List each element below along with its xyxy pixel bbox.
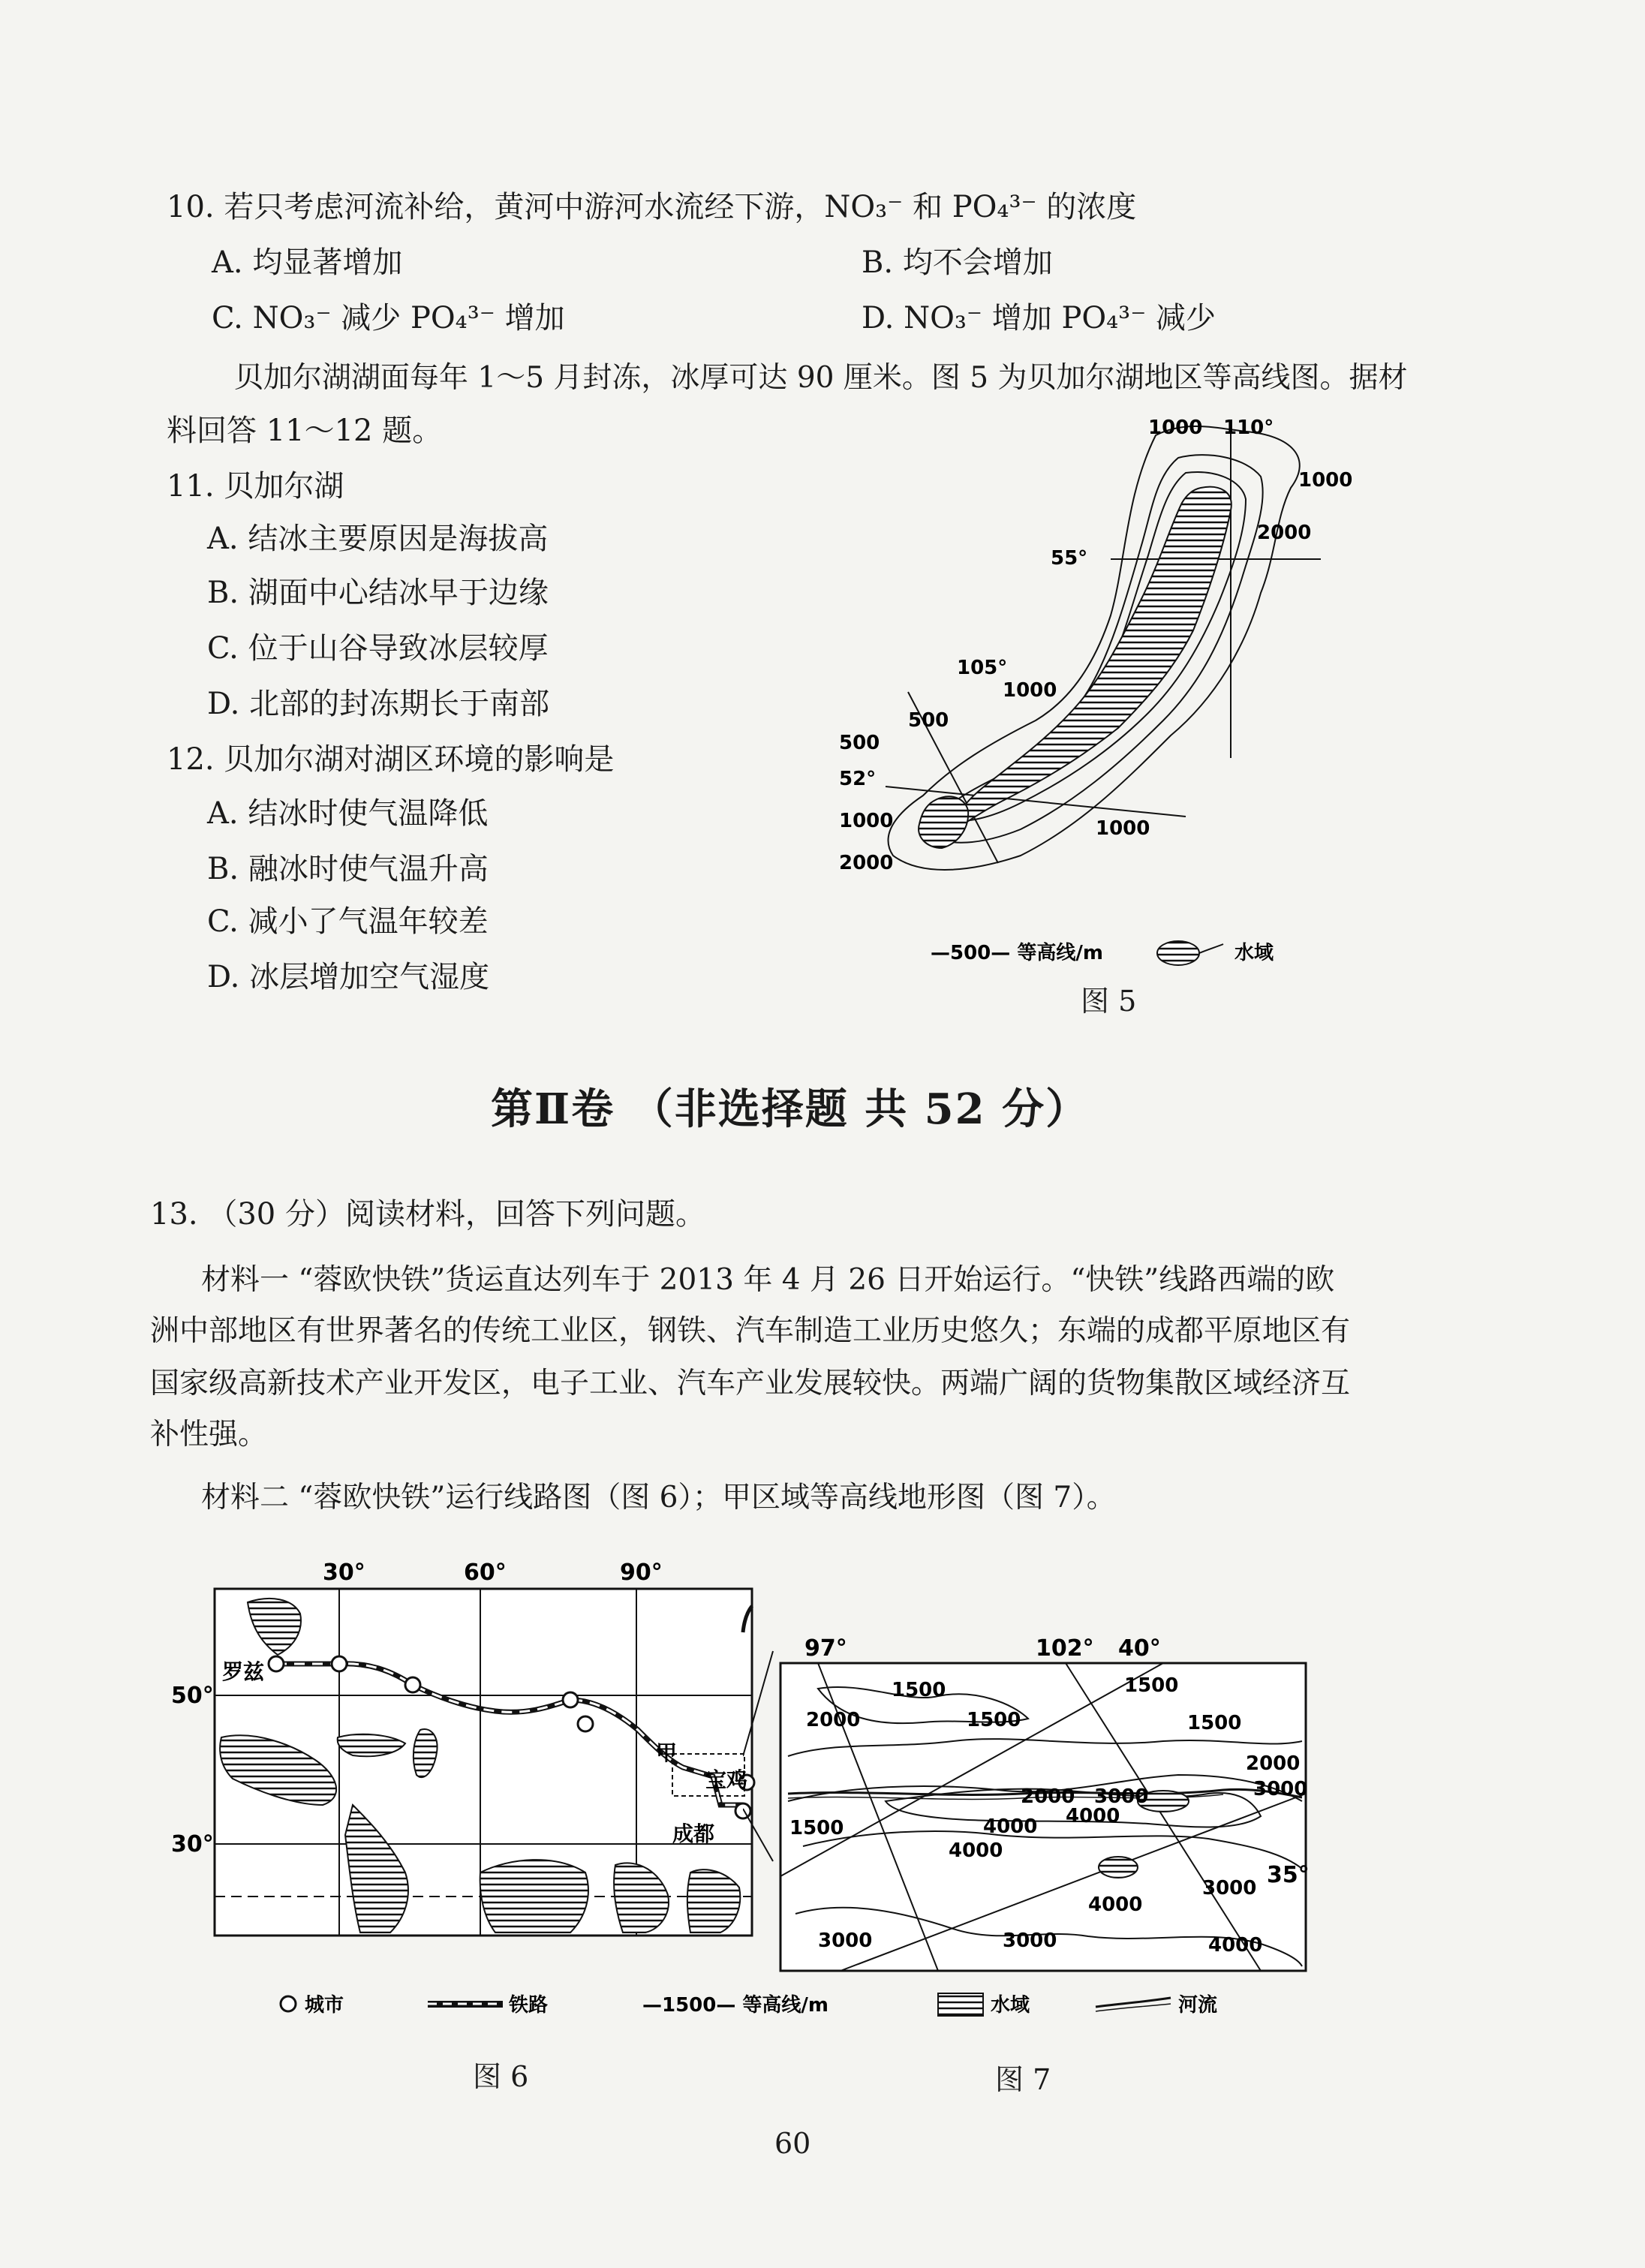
q10-option-d: D. NO₃⁻ 增加 PO₄³⁻ 减少: [862, 301, 1216, 335]
svg-text:2000: 2000: [1021, 1785, 1075, 1808]
intro-line-2: 料回答 11～12 题。: [167, 414, 443, 448]
figure-7-caption: 图 7: [995, 2063, 1051, 2096]
q10-option-b: B. 均不会增加: [862, 245, 1053, 280]
city-marker: [405, 1677, 420, 1692]
fig5-legend-water-label: 水域: [1235, 942, 1274, 964]
svg-text:4000: 4000: [1066, 1805, 1120, 1827]
q11-option-c: C. 位于山谷导致冰层较厚: [207, 631, 549, 666]
q12-option-c: C. 减小了气温年较差: [207, 904, 489, 939]
q13-material-1-line-1: 材料一 “蓉欧快铁”货运直达列车于 2013 年 4 月 26 日开始运行。“快铁”线路西端的欧: [201, 1263, 1335, 1297]
svg-text:4000: 4000: [983, 1815, 1038, 1838]
q12-option-b: B. 融冰时使气温升高: [207, 852, 489, 886]
lake-water: [1099, 1857, 1138, 1878]
label-lon-90: 90°: [620, 1560, 663, 1586]
legend-river-label: 河流: [1178, 1994, 1218, 2017]
label-lat-52: 52°: [839, 768, 877, 790]
q11-stem: 11. 贝加尔湖: [167, 469, 344, 504]
svg-text:3000: 3000: [1202, 1877, 1257, 1900]
label-500-b: 500: [839, 732, 880, 754]
svg-text:1500: 1500: [789, 1817, 844, 1839]
svg-text:1500: 1500: [892, 1679, 946, 1701]
figure-5-caption: 图 5: [1081, 985, 1137, 1018]
svg-text:3000: 3000: [1003, 1930, 1057, 1952]
label-500-a: 500: [908, 709, 949, 732]
city-lodz-marker: [269, 1656, 284, 1671]
city-marker: [332, 1656, 347, 1671]
label-city-baoji: 宝鸡: [705, 1767, 748, 1792]
label-city-chengdu: 成都: [672, 1821, 715, 1846]
legend-fig6-fig7: [270, 1981, 1306, 2026]
label-city-lodz: 罗兹: [222, 1659, 265, 1684]
label-1000-mid: 1000: [1003, 679, 1057, 702]
svg-text:4000: 4000: [1088, 1894, 1143, 1916]
svg-text:4000: 4000: [1208, 1934, 1263, 1957]
svg-text:1500: 1500: [1187, 1712, 1242, 1734]
section-title: 第Ⅱ卷 （非选择题 共 52 分）: [491, 1084, 1090, 1134]
figure-6-map: [165, 1557, 765, 1978]
q12-option-d: D. 冰层增加空气湿度: [207, 960, 490, 994]
figure-5-map: [826, 405, 1366, 1021]
q11-option-a: A. 结冰主要原因是海拔高: [207, 522, 549, 556]
q13-material-1-line-4: 补性强。: [150, 1418, 268, 1451]
city-marker: [563, 1692, 578, 1707]
label-region-jia: 甲: [656, 1740, 678, 1765]
q11-option-b: B. 湖面中心结冰早于边缘: [207, 576, 549, 610]
legend-railway-label: 铁路: [509, 1994, 549, 2017]
intro-line-1: 贝加尔湖湖面每年 1～5 月封冻，冰厚可达 90 厘米。图 5 为贝加尔湖地区等高线图。据材: [234, 361, 1408, 395]
label-2000-sw: 2000: [839, 852, 894, 874]
q12-stem: 12. 贝加尔湖对湖区环境的影响是: [167, 742, 615, 777]
label-lon-30: 30°: [323, 1560, 365, 1586]
label-lat-50: 50°: [171, 1683, 214, 1709]
legend-city-icon: [281, 1996, 296, 2011]
label-2000-n: 2000: [1257, 522, 1312, 544]
label-1000-top: 1000: [1148, 417, 1203, 439]
svg-text:3000: 3000: [818, 1930, 873, 1952]
q11-option-d: D. 北部的封冻期长于南部: [207, 687, 550, 721]
svg-text:4000: 4000: [949, 1839, 1003, 1862]
label-lon-105: 105°: [957, 657, 1008, 679]
q13-stem: 13. （30 分）阅读材料，回答下列问题。: [150, 1197, 705, 1232]
q13-material-1-line-3: 国家级高新技术产业开发区，电子工业、汽车产业发展较快。两端广阔的货物集散区域经济互: [150, 1367, 1351, 1400]
label-lon-60: 60°: [464, 1560, 507, 1586]
legend-contour-label: —1500— 等高线/m: [642, 1994, 829, 2017]
label-1000-sw: 1000: [839, 810, 894, 832]
q10-option-c: C. NO₃⁻ 减少 PO₄³⁻ 增加: [212, 301, 565, 335]
svg-text:3000: 3000: [1253, 1778, 1308, 1800]
label-lat-55: 55°: [1051, 547, 1088, 570]
q13-material-1-line-2: 洲中部地区有世界著名的传统工业区，钢铁、汽车制造工业历史悠久；东端的成都平原地区有: [150, 1314, 1351, 1348]
q13-material-2: 材料二 “蓉欧快铁”运行线路图（图 6）；甲区域等高线地形图（图 7）。: [201, 1481, 1116, 1515]
svg-text:1500: 1500: [967, 1709, 1021, 1731]
q10-option-a: A. 均显著增加: [212, 245, 403, 280]
q10-stem: 10. 若只考虑河流补给，黄河中游河水流经下游，NO₃⁻ 和 PO₄³⁻ 的浓度: [167, 190, 1137, 224]
label-1000-ne: 1000: [1298, 469, 1353, 492]
figure-6-caption: 图 6: [473, 2060, 529, 2093]
lake-south-water: [919, 796, 968, 848]
arabian-sea-water: [480, 1860, 588, 1933]
svg-text:3000: 3000: [1094, 1785, 1149, 1808]
label-lat-35: 35°: [1267, 1862, 1310, 1888]
legend-city-label: 城市: [305, 1994, 344, 2017]
fig5-legend-contour: —500— 等高线/m: [931, 942, 1103, 964]
label-lat-30: 30°: [171, 1831, 214, 1857]
svg-text:2000: 2000: [806, 1709, 861, 1731]
svg-text:1500: 1500: [1124, 1674, 1179, 1697]
label-lon-102: 102°: [1036, 1635, 1094, 1662]
fig5-legend-water-icon: [1157, 941, 1199, 965]
label-lon-97: 97°: [804, 1635, 847, 1662]
legend-water-icon: [938, 1993, 983, 2016]
label-1000-s: 1000: [1096, 817, 1150, 840]
figure-7-map: [773, 1629, 1313, 1981]
legend-water-label: 水域: [991, 1994, 1030, 2017]
label-lon-110: 110°: [1223, 417, 1274, 439]
city-marker: [578, 1716, 593, 1731]
svg-text:2000: 2000: [1246, 1752, 1301, 1775]
label-lat-40: 40°: [1118, 1635, 1161, 1662]
q12-option-a: A. 结冰时使气温降低: [207, 796, 489, 831]
page-number: 60: [774, 2127, 811, 2160]
